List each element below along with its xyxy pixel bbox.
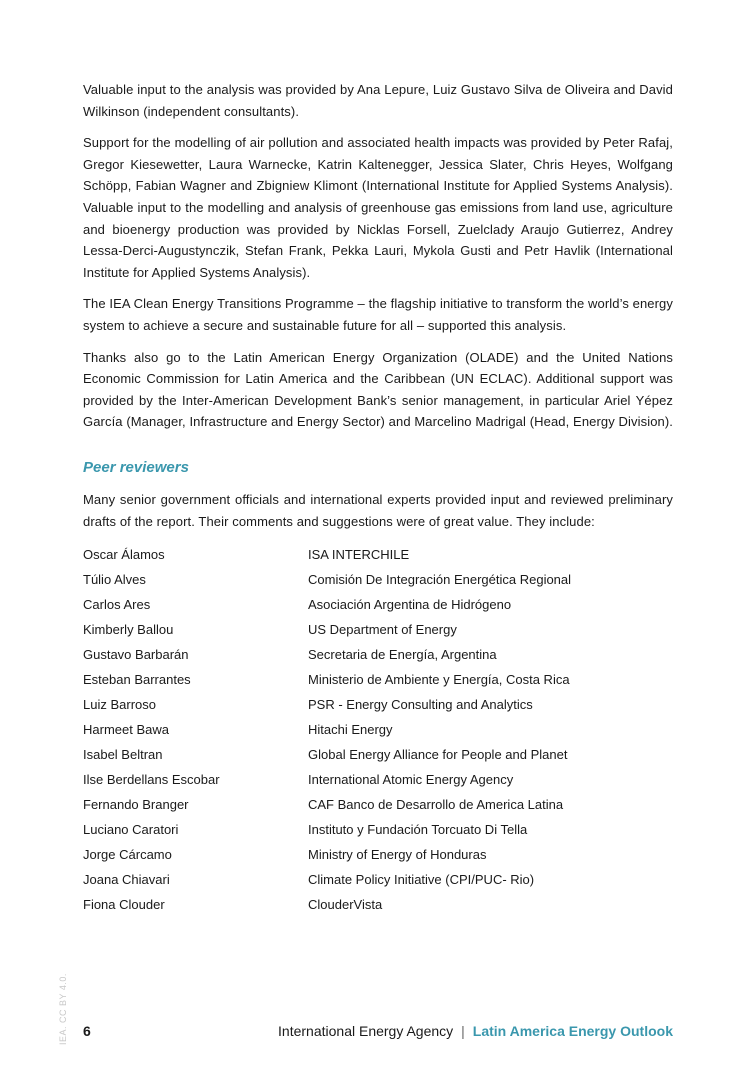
reviewer-organization: International Atomic Energy Agency [308, 772, 514, 788]
paragraph-cetp: The IEA Clean Energy Transitions Programme – the flagship initiative to transform the world’s energy system to achieve a secure and sustainable future for all – supported this analysis. [83, 296, 673, 333]
reviewer-row [83, 592, 673, 617]
peer-reviewers-intro: Many senior government officials and international experts provided input and reviewed preliminary drafts of the report. Their comments and suggestions were of great value. They include: [83, 491, 673, 529]
reviewer-organization: PSR - Energy Consulting and Analytics [308, 697, 533, 713]
reviewer-name: Harmeet Bawa [83, 722, 169, 738]
reviewer-row [83, 617, 673, 642]
reviewer-organization: US Department of Energy [308, 622, 457, 638]
reviewer-row [83, 767, 673, 792]
footer-separator: | [461, 1023, 465, 1039]
reviewer-name: Ilse Berdellans Escobar [83, 772, 220, 788]
reviewer-organization: ClouderVista [308, 897, 383, 913]
paragraph-olade: Thanks also go to the Latin American Energy Organization (OLADE) and the United Nations Economic Commission for Latin America and the Caribbean (UN ECLAC). Additional support was provided by the Inter-American Development Bank’s senior management, in particular Ariel Yépez García (Manager, Infrastructure and Energy Sector) and Marcelino Madrigal (Head, Energy Division). [83, 349, 674, 430]
reviewer-organization: CAF Banco de Desarrollo de America Latina [308, 797, 564, 813]
reviewer-name: Túlio Alves [83, 572, 146, 588]
reviewer-row [83, 667, 673, 692]
page-content [83, 79, 673, 917]
reviewer-name: Carlos Ares [83, 597, 151, 613]
reviewer-organization: Global Energy Alliance for People and Planet [308, 747, 568, 763]
reviewer-organization: ISA INTERCHILE [308, 547, 410, 563]
section-heading-peer-reviewers: Peer reviewers [83, 458, 189, 476]
reviewer-name: Jorge Cárcamo [83, 847, 172, 863]
reviewer-row [83, 742, 673, 767]
reviewer-name: Fiona Clouder [83, 897, 165, 913]
reviewer-name: Luiz Barroso [83, 697, 156, 713]
reviewer-row [83, 717, 673, 742]
reviewer-row [83, 567, 673, 592]
reviewer-name: Joana Chiavari [83, 872, 170, 888]
reviewer-row [83, 642, 673, 667]
reviewer-organization: Instituto y Fundación Torcuato Di Tella [308, 822, 528, 838]
reviewer-organization: Ministry of Energy of Honduras [308, 847, 487, 863]
reviewer-name: Oscar Álamos [83, 547, 165, 563]
reviewer-row [83, 867, 673, 892]
reviewer-name: Luciano Caratori [83, 822, 179, 838]
reviewer-row [83, 542, 673, 567]
license-watermark: IEA. CC BY 4.0. [58, 973, 68, 1045]
reviewer-row [83, 792, 673, 817]
reviewer-name: Isabel Beltran [83, 747, 163, 763]
reviewer-organization: Asociación Argentina de Hidrógeno [308, 597, 512, 613]
paragraph-consultants: Valuable input to the analysis was provided by Ana Lepure, Luiz Gustavo Silva de Oliveira and David Wilkinson (independent consultants). [83, 82, 673, 119]
reviewer-organization: Ministerio de Ambiente y Energía, Costa Rica [308, 672, 570, 688]
reviewer-name: Fernando Branger [83, 797, 189, 813]
reviewer-name: Kimberly Ballou [83, 622, 174, 638]
paragraph-iiasa: Support for the modelling of air pollution and associated health impacts was provided by Peter Rafaj, Gregor Kiesewetter, Laura Warnecke, Katrin Kaltenegger, Jessica Slater, Chris Heyes, Wolfgang Schöpp, Fabian Wagner and Zbigniew Klimont (International Institute for Applied Systems Analysis). Valuable input to the modelling and analysis of greenhouse gas emissions from land use, agriculture and bioenergy production was provided by Nicklas Forsell, Zuelclady Araujo Gutierrez, Andrey Lessa-Derci-Augustynczik, Stefan Frank, Pekka Lauri, Mykola Gusti and Petr Havlik (International Institute for Applied Systems Analysis). [83, 135, 673, 280]
reviewer-row [83, 892, 673, 917]
reviewer-name: Esteban Barrantes [83, 672, 191, 688]
reviewer-organization: Hitachi Energy [308, 722, 393, 738]
reviewer-organization: Comisión De Integración Energética Regional [308, 572, 572, 588]
footer-publication-title: Latin America Energy Outlook [472, 1023, 673, 1039]
reviewer-organization: Climate Policy Initiative (CPI/PUC- Rio) [308, 872, 535, 888]
reviewer-organization: Secretaria de Energía, Argentina [308, 647, 497, 663]
reviewer-row [83, 817, 673, 842]
page-number: 6 [83, 1023, 91, 1039]
footer-agency: International Energy Agency [278, 1023, 454, 1039]
reviewer-list [83, 542, 673, 917]
reviewer-row [83, 842, 673, 867]
reviewer-row [83, 692, 673, 717]
reviewer-name: Gustavo Barbarán [83, 647, 189, 663]
page-footer [83, 1023, 673, 1043]
